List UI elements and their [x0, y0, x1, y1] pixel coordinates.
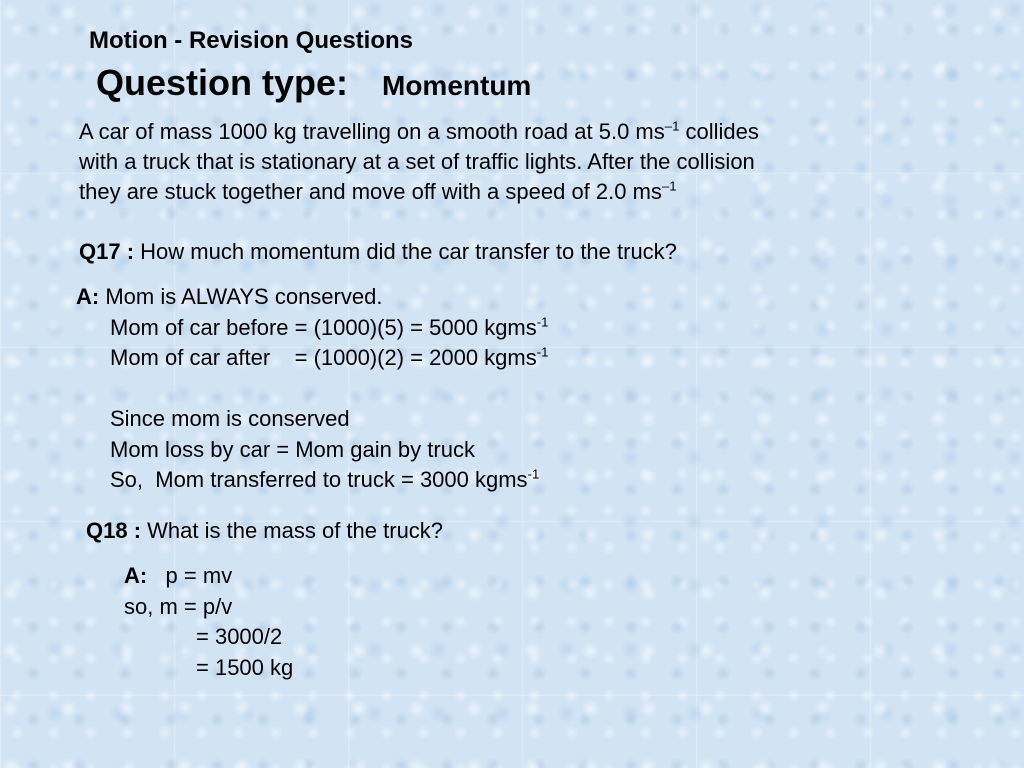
answer-17-spacer	[76, 374, 549, 405]
problem-line-3	[79, 177, 759, 207]
answer-18-label: A:	[124, 563, 148, 588]
problem-line-1-tail: collides	[679, 119, 759, 144]
problem-line-1-text: A car of mass 1000 kg travelling on a smooth road at 5.0 ms	[79, 119, 665, 144]
problem-statement	[79, 117, 759, 207]
problem-line-2: with a truck that is stationary at a set of traffic lights. After the collision	[79, 149, 755, 174]
answer-18-line-3: = 3000/2	[196, 624, 283, 649]
answer-18	[124, 561, 293, 683]
answer-17-line-1-text: Mom is ALWAYS conserved.	[105, 284, 383, 309]
answer-17-label: A:	[76, 284, 106, 309]
answer-18-line-4: = 1500 kg	[196, 654, 294, 680]
question-18-text: What is the mass of the truck?	[147, 518, 444, 543]
answer-17	[76, 282, 549, 496]
problem-line-1-unit-exponent: –1	[664, 118, 680, 134]
answer-17-line-5: Mom loss by car = Mom gain by truck	[110, 436, 475, 462]
question-type-value: Momentum	[382, 70, 532, 101]
answer-18-line-1-text: p = mv	[147, 563, 233, 588]
question-18-label: Q18 :	[86, 518, 148, 543]
answer-17-line-2-text: Mom of car before = (1000)(5) = 5000 kgms	[110, 314, 537, 340]
answer-17-line-3-exponent: -1	[536, 344, 549, 360]
answer-17-line-1	[76, 282, 549, 313]
answer-18-line-2: so, m = p/v	[124, 593, 233, 619]
question-17-text: How much momentum did the car transfer to the truck?	[140, 239, 677, 264]
answer-17-line-4: Since mom is conserved	[110, 406, 350, 431]
problem-line-3-unit-exponent: –1	[661, 178, 677, 194]
problem-line-1	[79, 117, 759, 147]
problem-line-3-text: they are stuck together and move off with a speed of 2.0 ms	[79, 179, 662, 204]
answer-17-line-6-exponent: -1	[527, 466, 540, 482]
answer-17-line-2	[76, 313, 549, 344]
question-type-label: Question type:	[96, 62, 349, 103]
question-17-label: Q17 :	[79, 239, 141, 264]
question-18	[86, 518, 443, 544]
answer-18-line-1	[124, 561, 293, 592]
answer-17-line-6	[76, 465, 549, 496]
deck-title: Motion - Revision Questions	[89, 27, 414, 54]
answer-17-line-2-exponent: -1	[536, 314, 549, 330]
question-17	[79, 239, 677, 265]
answer-17-line-3-text: Mom of car after = (1000)(2) = 2000 kgms	[110, 345, 537, 370]
answer-17-line-3	[76, 343, 549, 374]
answer-17-line-6-text: So, Mom transferred to truck = 3000 kgms	[110, 467, 528, 492]
